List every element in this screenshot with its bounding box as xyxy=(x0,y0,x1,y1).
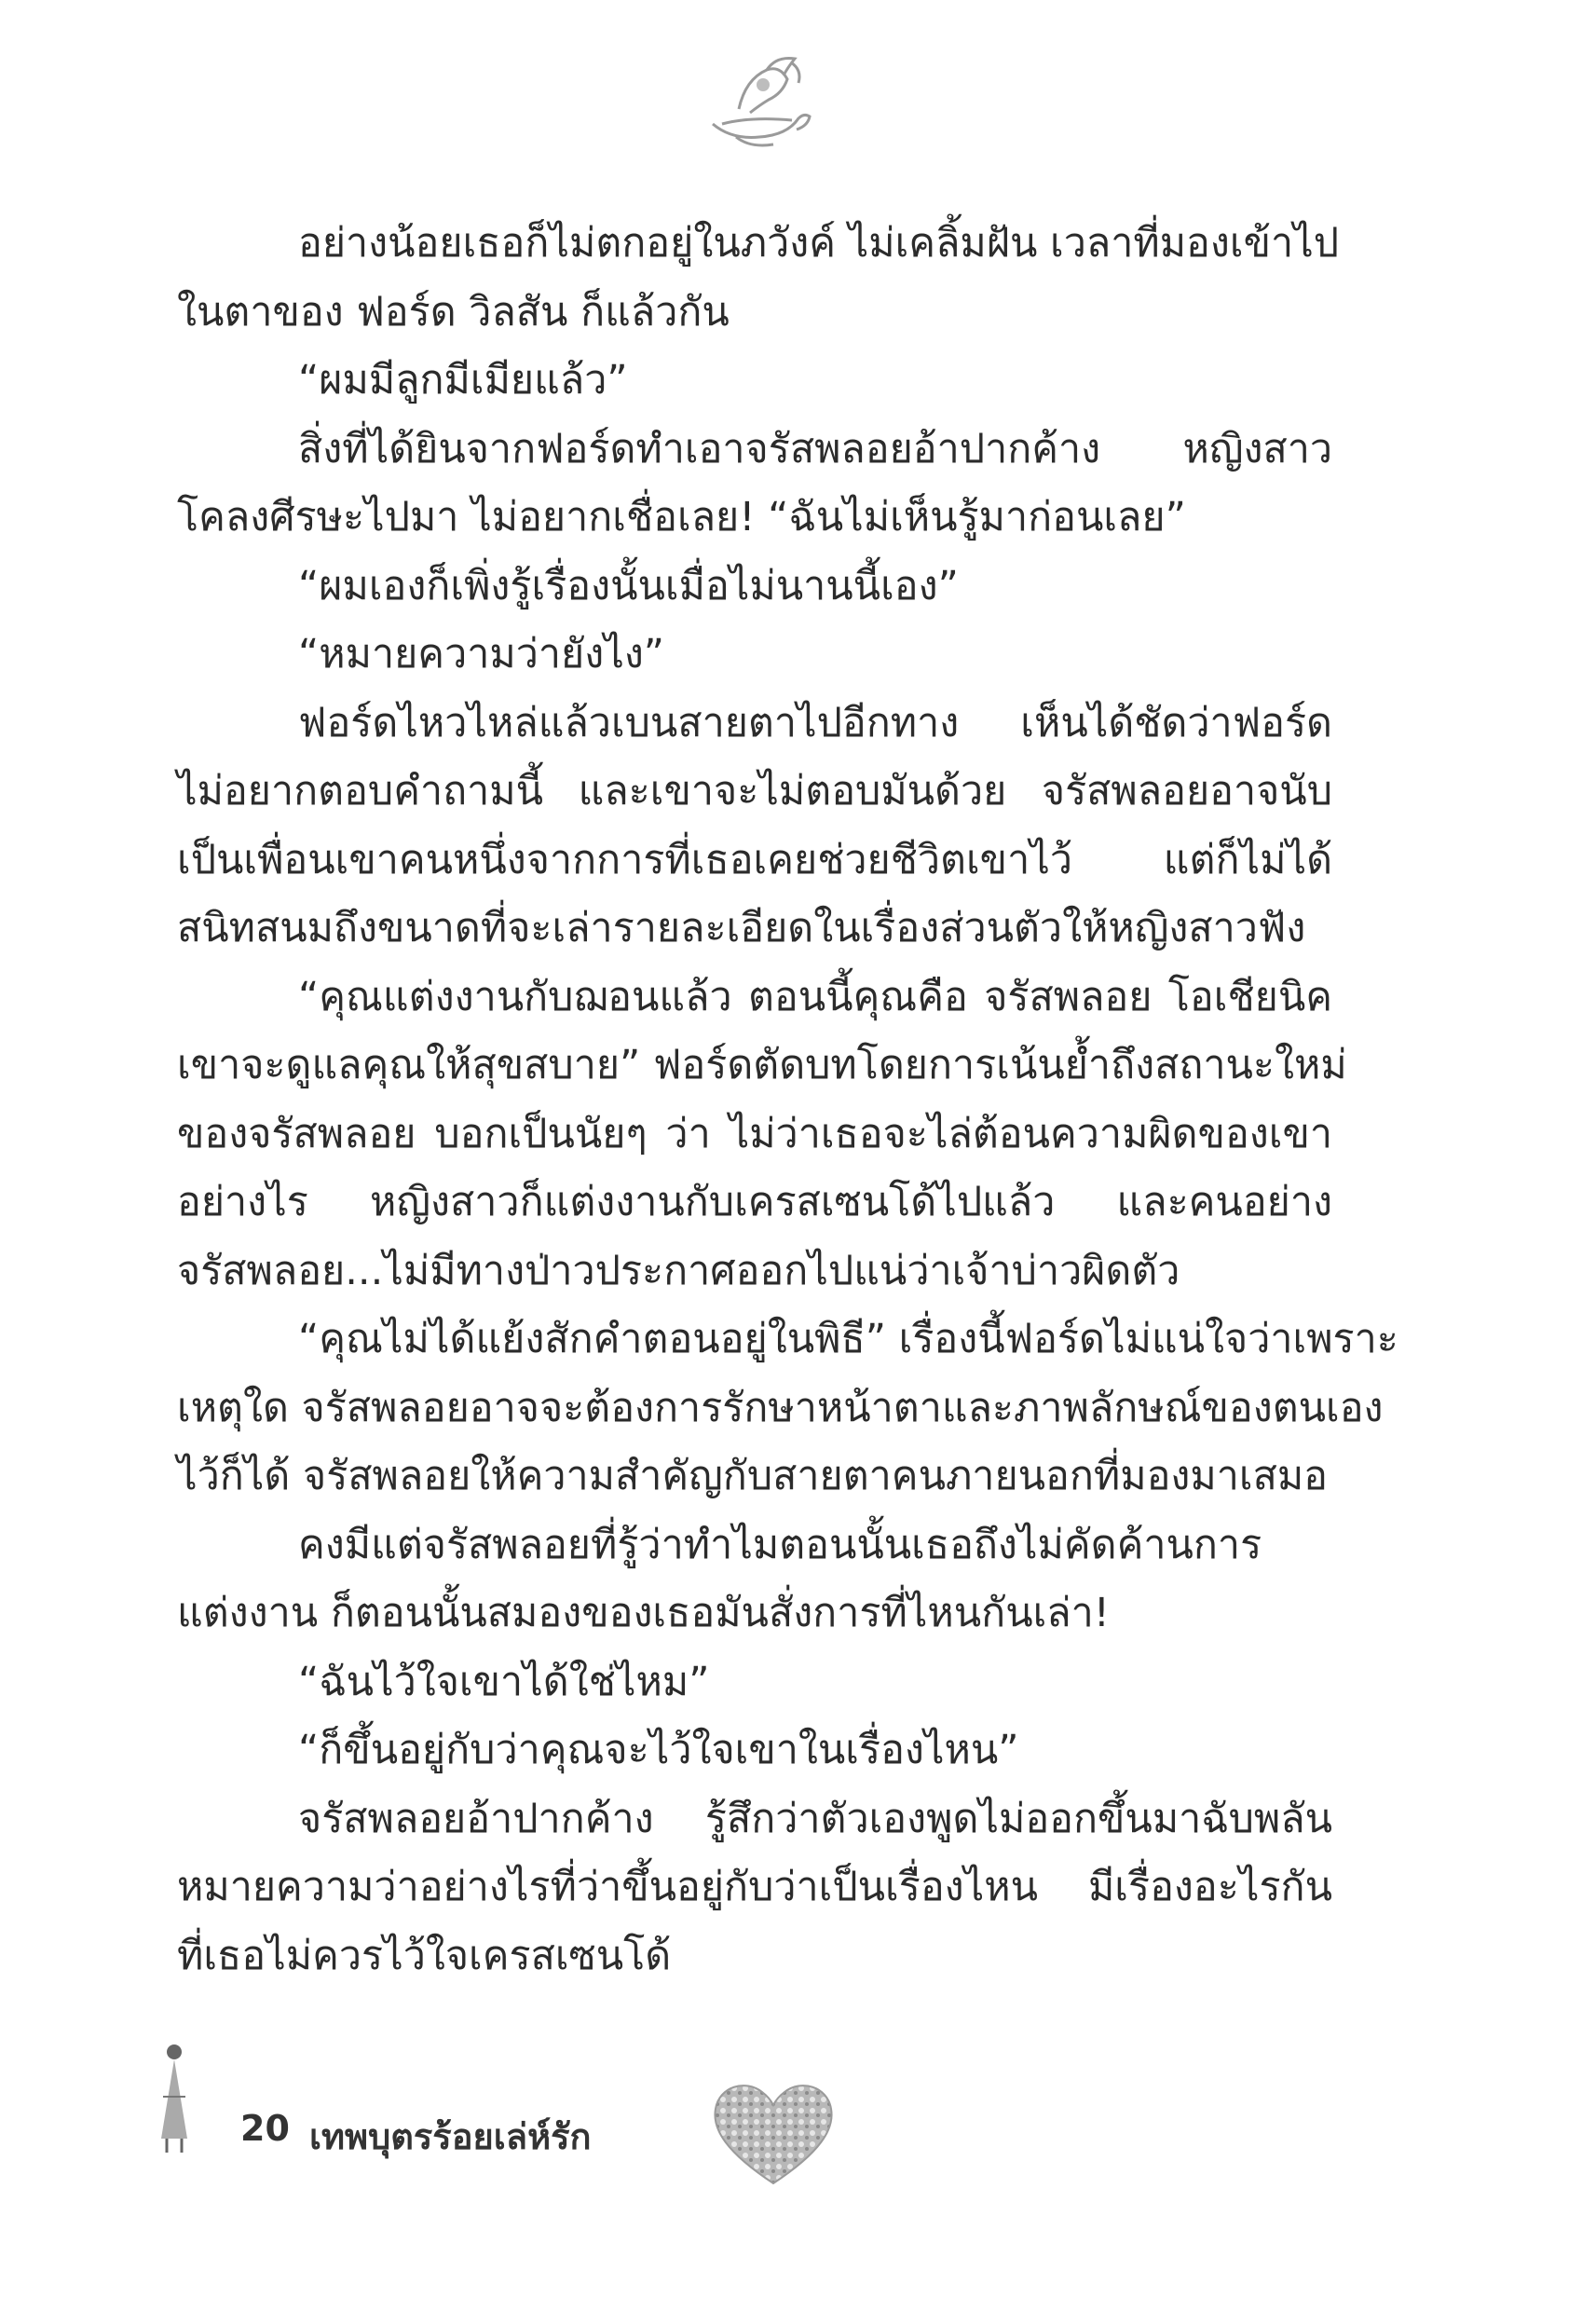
paragraph xyxy=(177,1716,1332,1785)
lamp-cupid-logo-icon xyxy=(694,51,820,154)
text-line: “ฉันไว้ใจเขาได้ใช่ไหม” xyxy=(298,1658,710,1705)
paragraph xyxy=(177,1306,1398,1511)
paragraph xyxy=(177,210,1340,347)
paragraph xyxy=(177,621,1332,690)
text-line: อย่างไร หญิงสาวก็แต่งงานกับเครสเซนโด้ไปแล้ว และคนอย่าง xyxy=(177,1179,1332,1225)
paragraph xyxy=(177,347,1332,416)
text-line: สนิทสนมถึงขนาดที่จะเล่ารายละเอียดในเรื่องส่วนตัวให้หญิงสาวฟัง xyxy=(177,905,1306,951)
paragraph xyxy=(177,416,1332,553)
text-line: “คุณแต่งงานกับฌอนแล้ว ตอนนี้คุณคือ จรัสพลอย โอเชียนิค xyxy=(298,973,1332,1020)
text-line: เป็นเพื่อนเขาคนหนึ่งจากการที่เธอเคยช่วยชีวิตเขาไว้ แต่ก็ไม่ได้ xyxy=(177,836,1332,883)
text-line: ที่เธอไม่ควรไว้ใจเครสเซนโด้ xyxy=(177,1932,672,1979)
text-line: ไม่อยากตอบคำถามนี้ และเขาจะไม่ตอบมันด้วย จรัสพลอยอาจนับ xyxy=(177,768,1332,814)
text-line: แต่งงาน ก็ตอนนั้นสมองของเธอมันสั่งการที่ไหนกันเล่า! xyxy=(177,1590,1111,1636)
figure-ornament-icon xyxy=(154,2041,196,2157)
heart-ornament-icon xyxy=(708,2073,839,2190)
body-text xyxy=(177,210,1398,1990)
paragraph xyxy=(177,1648,1332,1717)
paragraph xyxy=(177,553,1332,622)
text-line: “ผมเองก็เพิ่งรู้เรื่องนั้นเมื่อไม่นานนี้เอง” xyxy=(298,562,959,609)
text-line: หมายความว่าอย่างไรที่ว่าขึ้นอยู่กับว่าเป็นเรื่องไหน มีเรื่องอะไรกัน xyxy=(177,1864,1332,1910)
text-line: ไว้ก็ได้ จรัสพลอยให้ความสำคัญกับสายตาคนภายนอกที่มองมาเสมอ xyxy=(177,1453,1329,1499)
text-line: ในตาของ ฟอร์ด วิลสัน ก็แล้วกัน xyxy=(177,288,730,335)
text-line: คงมีแต่จรัสพลอยที่รู้ว่าทำไมตอนนั้นเธอถึงไม่คัดค้านการ xyxy=(298,1521,1262,1568)
text-line: จรัสพลอยอ้าปากค้าง รู้สึกว่าตัวเองพูดไม่ออกขึ้นมาฉับพลัน xyxy=(298,1795,1332,1842)
text-line: ของจรัสพลอย บอกเป็นนัยๆ ว่า ไม่ว่าเธอจะไล่ต้อนความผิดของเขา xyxy=(177,1110,1332,1157)
book-title: เทพบุตรร้อยเล่ห์รัก xyxy=(309,2116,592,2157)
paragraph xyxy=(177,1511,1332,1648)
text-line: “ผมมีลูกมีเมียแล้ว” xyxy=(298,357,628,403)
paragraph xyxy=(177,1785,1332,1991)
text-line: “หมายความว่ายังไง” xyxy=(298,631,665,677)
text-line: จรัสพลอย...ไม่มีทางป่าวประกาศออกไปแน่ว่าเจ้าบ่าวผิดตัว xyxy=(177,1247,1180,1294)
text-line: สิ่งที่ได้ยินจากฟอร์ดทำเอาจรัสพลอยอ้าปากค้าง หญิงสาว xyxy=(298,425,1332,472)
paragraph xyxy=(177,964,1347,1306)
text-line: “คุณไม่ได้แย้งสักคำตอนอยู่ในพิธี” เรื่องนี้ฟอร์ดไม่แน่ใจว่าเพราะ xyxy=(298,1316,1398,1362)
page-number: 20 xyxy=(240,2108,290,2149)
text-line: เหตุใด จรัสพลอยอาจจะต้องการรักษาหน้าตาและภาพลักษณ์ของตนเอง xyxy=(177,1384,1384,1431)
text-line: เขาจะดูแลคุณให้สุขสบาย” ฟอร์ดตัดบทโดยการเน้นย้ำถึงสถานะใหม่ xyxy=(177,1042,1347,1088)
paragraph xyxy=(177,690,1332,964)
text-line: อย่างน้อยเธอก็ไม่ตกอยู่ในภวังค์ ไม่เคลิ้มฝัน เวลาที่มองเข้าไป xyxy=(298,220,1340,267)
text-line: โคลงศีรษะไปมา ไม่อยากเชื่อเลย! “ฉันไม่เห็นรู้มาก่อนเลย” xyxy=(177,494,1186,540)
text-line: “ก็ขึ้นอยู่กับว่าคุณจะไว้ใจเขาในเรื่องไหน” xyxy=(298,1727,1019,1773)
text-line: ฟอร์ดไหวไหล่แล้วเบนสายตาไปอีกทาง เห็นได้ชัดว่าฟอร์ด xyxy=(298,699,1332,746)
